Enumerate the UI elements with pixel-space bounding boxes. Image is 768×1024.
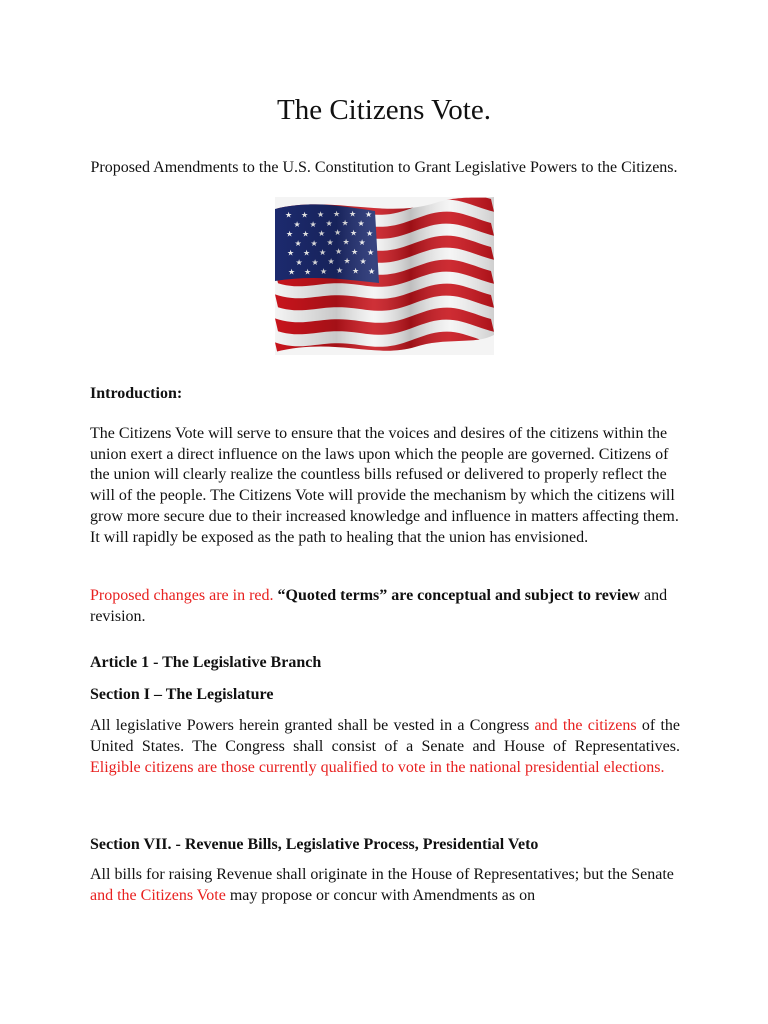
section-1-heading: Section I – The Legislature xyxy=(90,686,274,703)
section-1-change-2: Eligible citizens are those currently qualified to vote in the national presidential elections. xyxy=(90,759,665,776)
section-7-paragraph xyxy=(90,864,680,906)
section-7-heading: Section VII. - Revenue Bills, Legislative Process, Presidential Veto xyxy=(90,836,539,853)
introduction-paragraph: The Citizens Vote will serve to ensure that the voices and desires of the citizens within the union exert a direct influence on the laws upon which the people are governed. Citizens of the union will clearly realize the countless bills refused or delivered to properly reflect the will of the people. The Citizens Vote will provide the mechanism by which the citizens will grow more secure due to their increased knowledge and influence in matters affecting them. It will rapidly be exposed as the path to healing that the union has envisioned. xyxy=(90,425,679,546)
document-subtitle: Proposed Amendments to the U.S. Constitution to Grant Legislative Powers to the Citizens. xyxy=(90,159,678,176)
section-1-paragraph xyxy=(90,715,680,778)
section-1-text-1: All legislative Powers herein granted shall be vested in a Congress xyxy=(90,717,535,734)
section-7-change-1: and the Citizens Vote xyxy=(90,887,226,904)
article-1-heading: Article 1 - The Legislative Branch xyxy=(90,654,322,671)
american-flag-icon xyxy=(275,197,494,355)
section-7-text-1: All bills for raising Revenue shall originate in the House of Representatives; but the Senate xyxy=(90,866,674,883)
changes-note-red: Proposed changes are in red. xyxy=(90,587,274,604)
changes-note-plain: and revision. xyxy=(90,587,668,625)
introduction-heading: Introduction: xyxy=(90,385,183,402)
section-7-text-2: may propose or concur with Amendments as on xyxy=(225,887,536,904)
section-1-change-1: and the citizens xyxy=(534,717,637,734)
document-title: The Citizens Vote. xyxy=(277,94,491,126)
changes-note-bold: “Quoted terms” are conceptual and subject to review xyxy=(277,587,640,604)
changes-note xyxy=(90,586,680,627)
section-1-text-2: of the United States. The Congress shall consist of a Senate and House of Representatives. xyxy=(90,717,681,755)
